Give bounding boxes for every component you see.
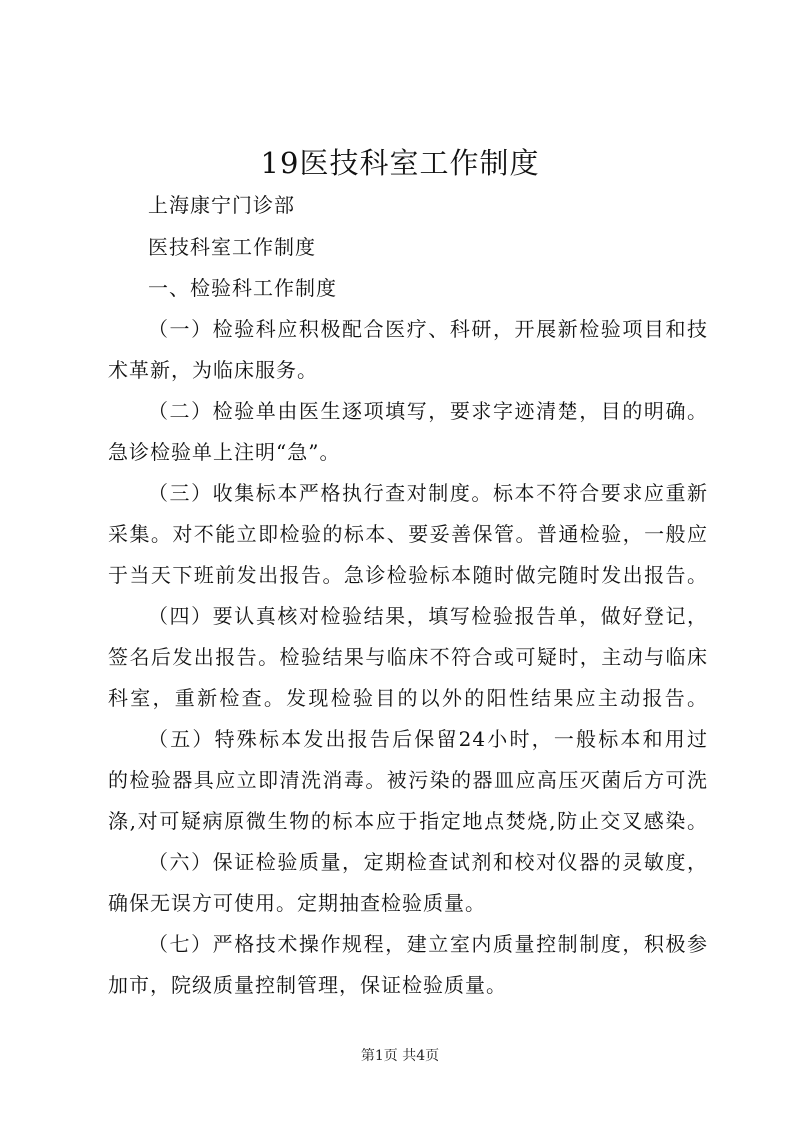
paragraph-6-line-2: 确保无误方可使用。定期抽查检验质量。 xyxy=(108,891,486,915)
section-heading: 一、检验科工作制度 xyxy=(148,276,337,300)
document-title: 19医技科室工作制度 xyxy=(260,146,540,180)
paragraph-3-line-2: 采集。对不能立即检验的标本、要妥善保管。普通检验，一般应 xyxy=(108,522,708,546)
paragraph-1-line-2: 术革新，为临床服务。 xyxy=(108,358,318,382)
paragraph-5-line-1: （五）特殊标本发出报告后保留24小时，一般标本和用过 xyxy=(148,727,708,751)
paragraph-6-line-1: （六）保证检验质量，定期检查试剂和校对仪器的灵敏度， xyxy=(148,850,708,874)
page-number-footer: 第1页 共4页 xyxy=(360,1048,440,1064)
paragraph-7-line-1: （七）严格技术操作规程，建立室内质量控制制度，积极参 xyxy=(148,932,708,956)
paragraph-5-line-3: 涤,对可疑病原微生物的标本应于指定地点焚烧,防止交叉感染。 xyxy=(108,809,708,833)
paragraph-3-line-1: （三）收集标本严格执行查对制度。标本不符合要求应重新 xyxy=(148,481,708,505)
paragraph-2-line-1: （二）检验单由医生逐项填写，要求字迹清楚，目的明确。 xyxy=(148,399,708,423)
paragraph-5-line-2: 的检验器具应立即清洗消毒。被污染的器皿应高压灭菌后方可洗 xyxy=(108,768,708,792)
paragraph-3-line-3: 于当天下班前发出报告。急诊检验标本随时做完随时发出报告。 xyxy=(108,563,708,587)
paragraph-4-line-1: （四）要认真核对检验结果，填写检验报告单，做好登记， xyxy=(148,604,708,628)
paragraph-2-line-2: 急诊检验单上注明“急”。 xyxy=(108,440,341,464)
organization-name: 上海康宁门诊部 xyxy=(148,193,295,217)
paragraph-7-line-2: 加市，院级质量控制管理，保证检验质量。 xyxy=(108,973,507,997)
document-subtitle: 医技科室工作制度 xyxy=(148,235,316,259)
paragraph-1-line-1: （一）检验科应积极配合医疗、科研，开展新检验项目和技 xyxy=(148,317,708,341)
paragraph-4-line-3: 科室，重新检查。发现检验目的以外的阳性结果应主动报告。 xyxy=(108,686,708,710)
paragraph-4-line-2: 签名后发出报告。检验结果与临床不符合或可疑时，主动与临床 xyxy=(108,645,708,669)
